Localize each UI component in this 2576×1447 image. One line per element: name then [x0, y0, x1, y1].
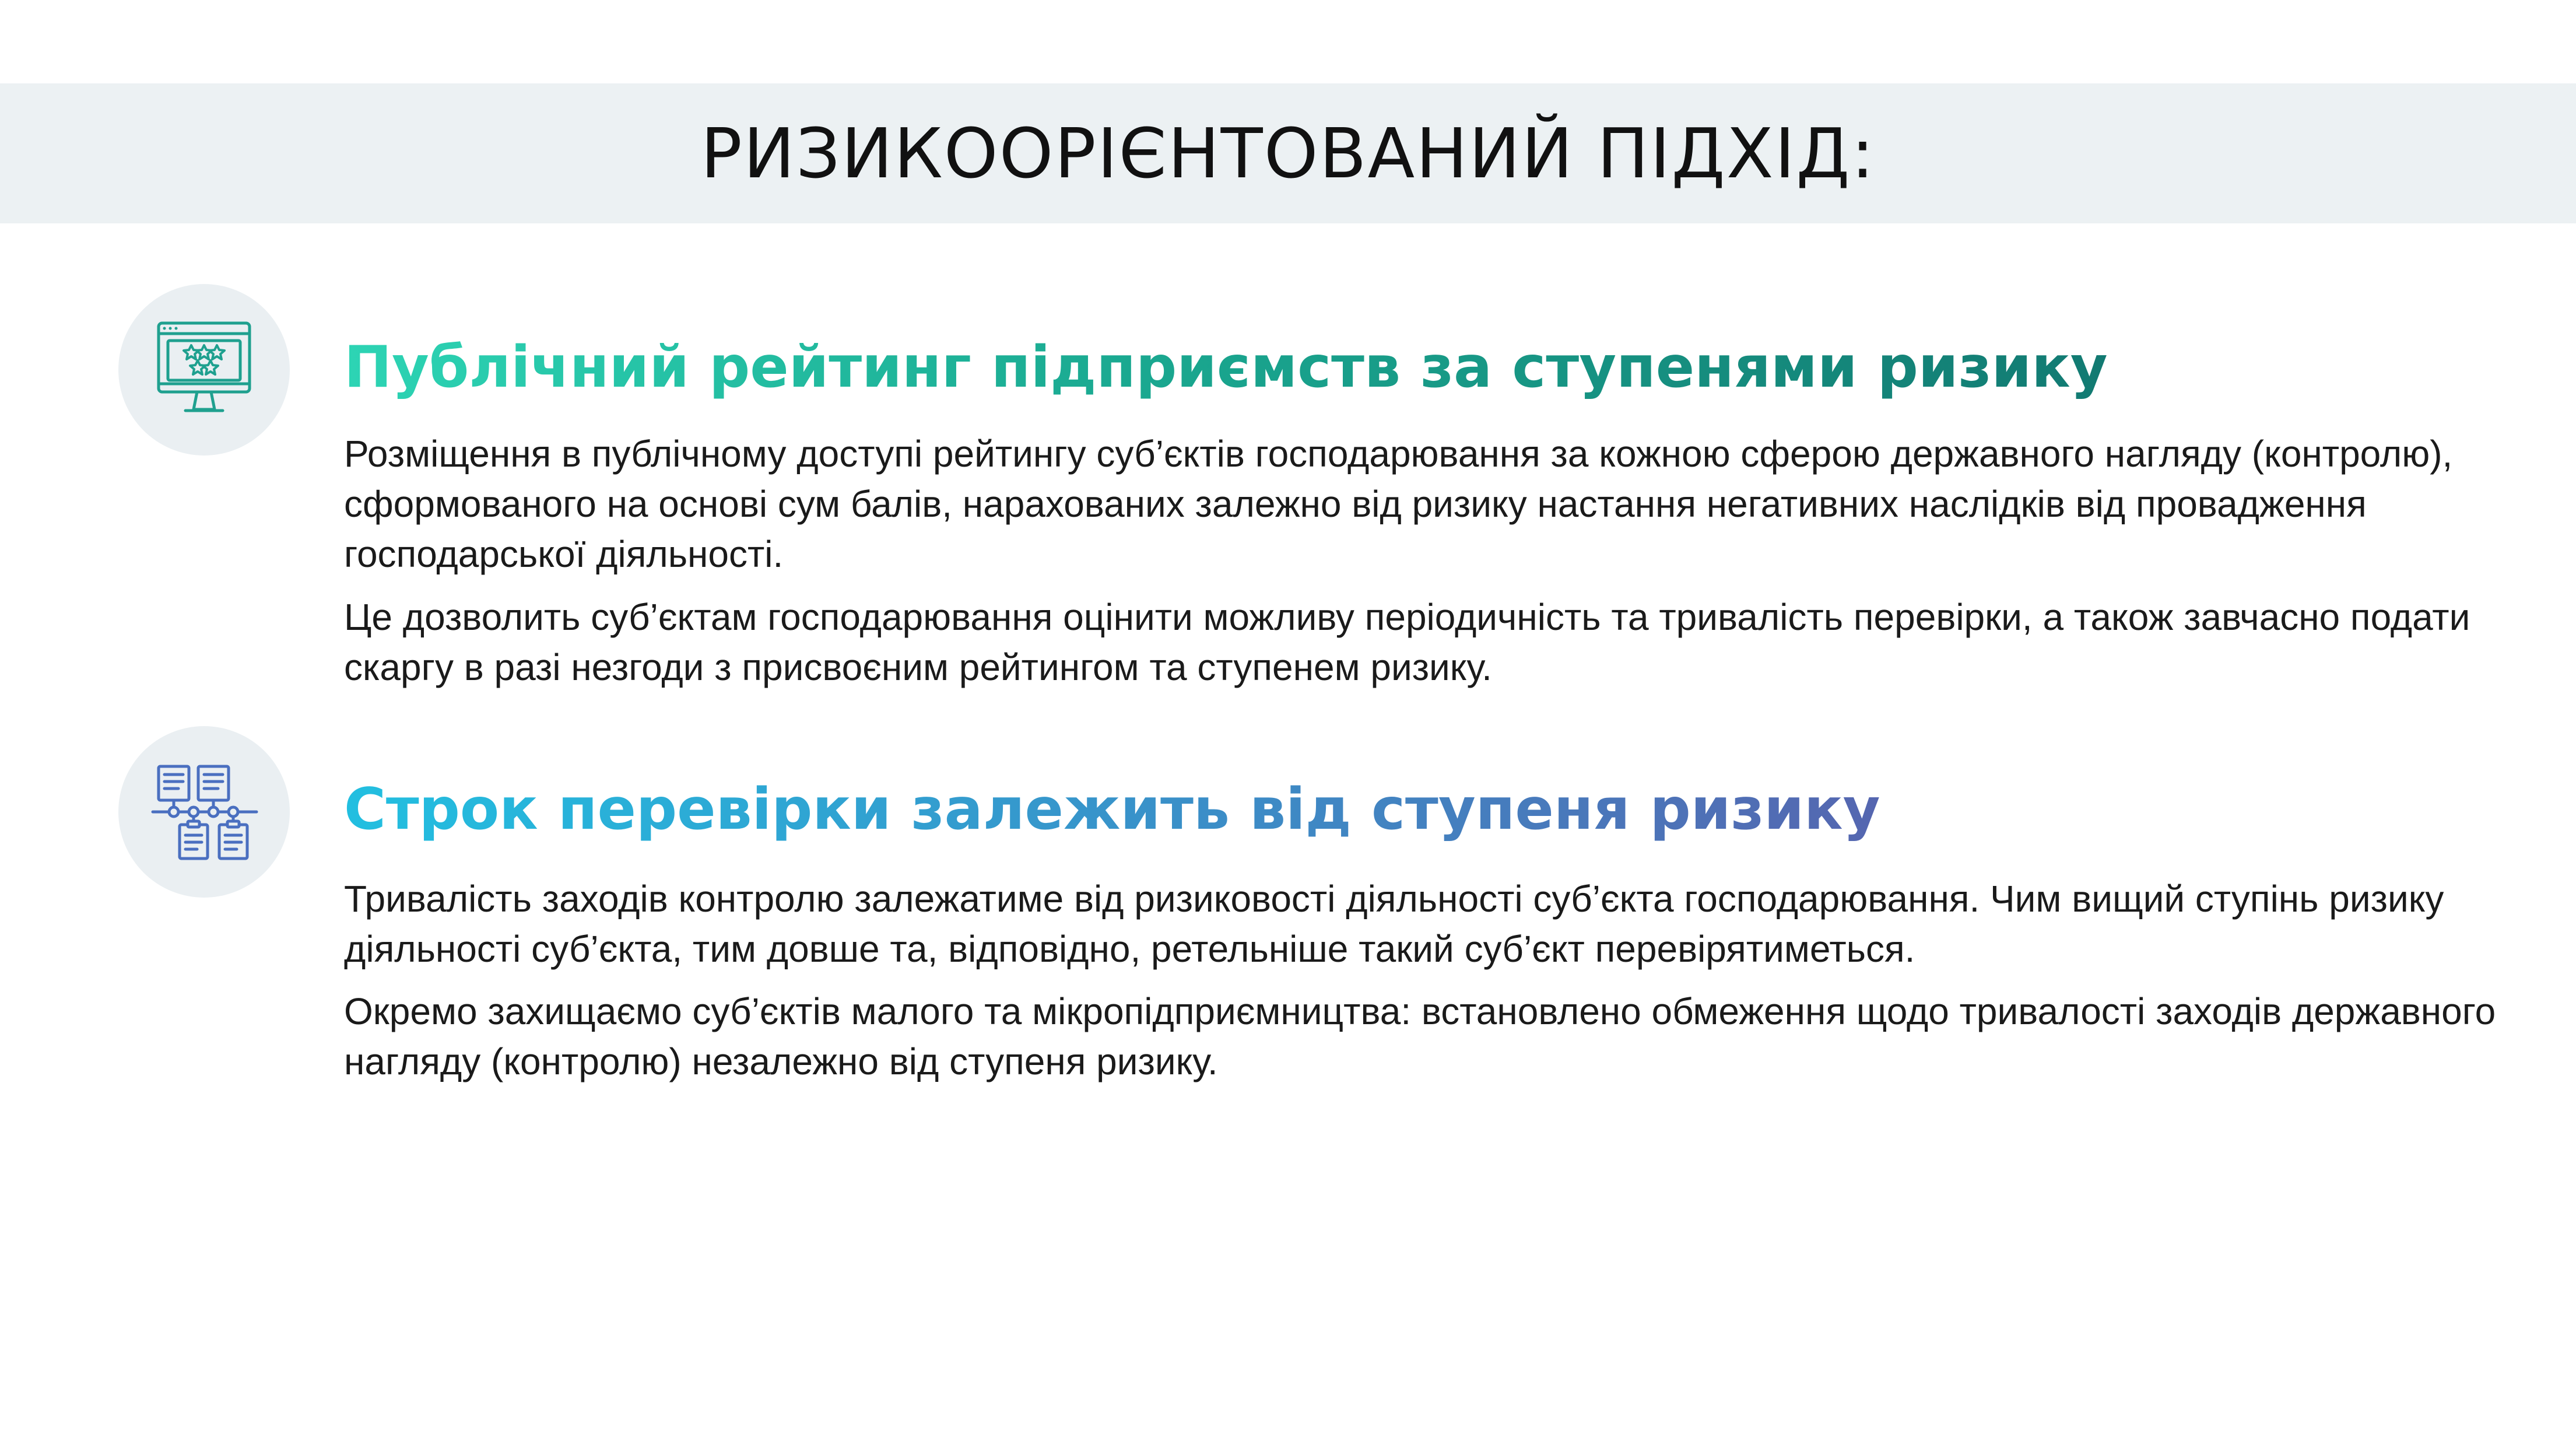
- section-paragraph: Окремо захищаємо суб’єктів малого та мікропідприємництва: встановлено обмеження щодо тривалості заходів державного нагляду (контролю) незалежно від ступеня ризику.: [344, 990, 2496, 1082]
- section-paragraph: Тривалість заходів контролю залежатиме від ризиковості діяльності суб’єкта господарювання. Чим вищий ступінь ризику діяльності суб’єкта, тим довше та, відповідно, ретельніше такий суб’єкт перевірятиметься.: [344, 878, 2444, 970]
- page-title: РИЗИКООРІЄНТОВАНИЙ ПІДХІД:: [700, 113, 1876, 194]
- monitor-rating-stars-icon: [146, 311, 262, 428]
- section-paragraph: Розміщення в публічному доступі рейтингу суб’єктів господарювання за кожною сферою державного нагляду (контролю), сформованого на основі сум балів, нарахованих залежно від ризику настання негативних наслідків від провадження господарської діяльності.: [344, 433, 2453, 575]
- header-band: [0, 83, 2576, 223]
- document-timeline-icon-circle: [118, 726, 290, 898]
- section-heading-inspection-term: Строк перевірки залежить від ступеня ризику: [344, 776, 1880, 845]
- section-paragraph: Це дозволить суб’єктам господарювання оцінити можливу періодичність та тривалість перевірки, а також завчасно подати скаргу в разі незгоди з присвоєним рейтингом та ступенем ризику.: [344, 596, 2470, 688]
- document-timeline-icon: [146, 754, 262, 870]
- section-heading-public-rating: Публічний рейтинг підприємств за ступенями ризику: [344, 334, 2108, 402]
- monitor-rating-icon-circle: [118, 284, 290, 456]
